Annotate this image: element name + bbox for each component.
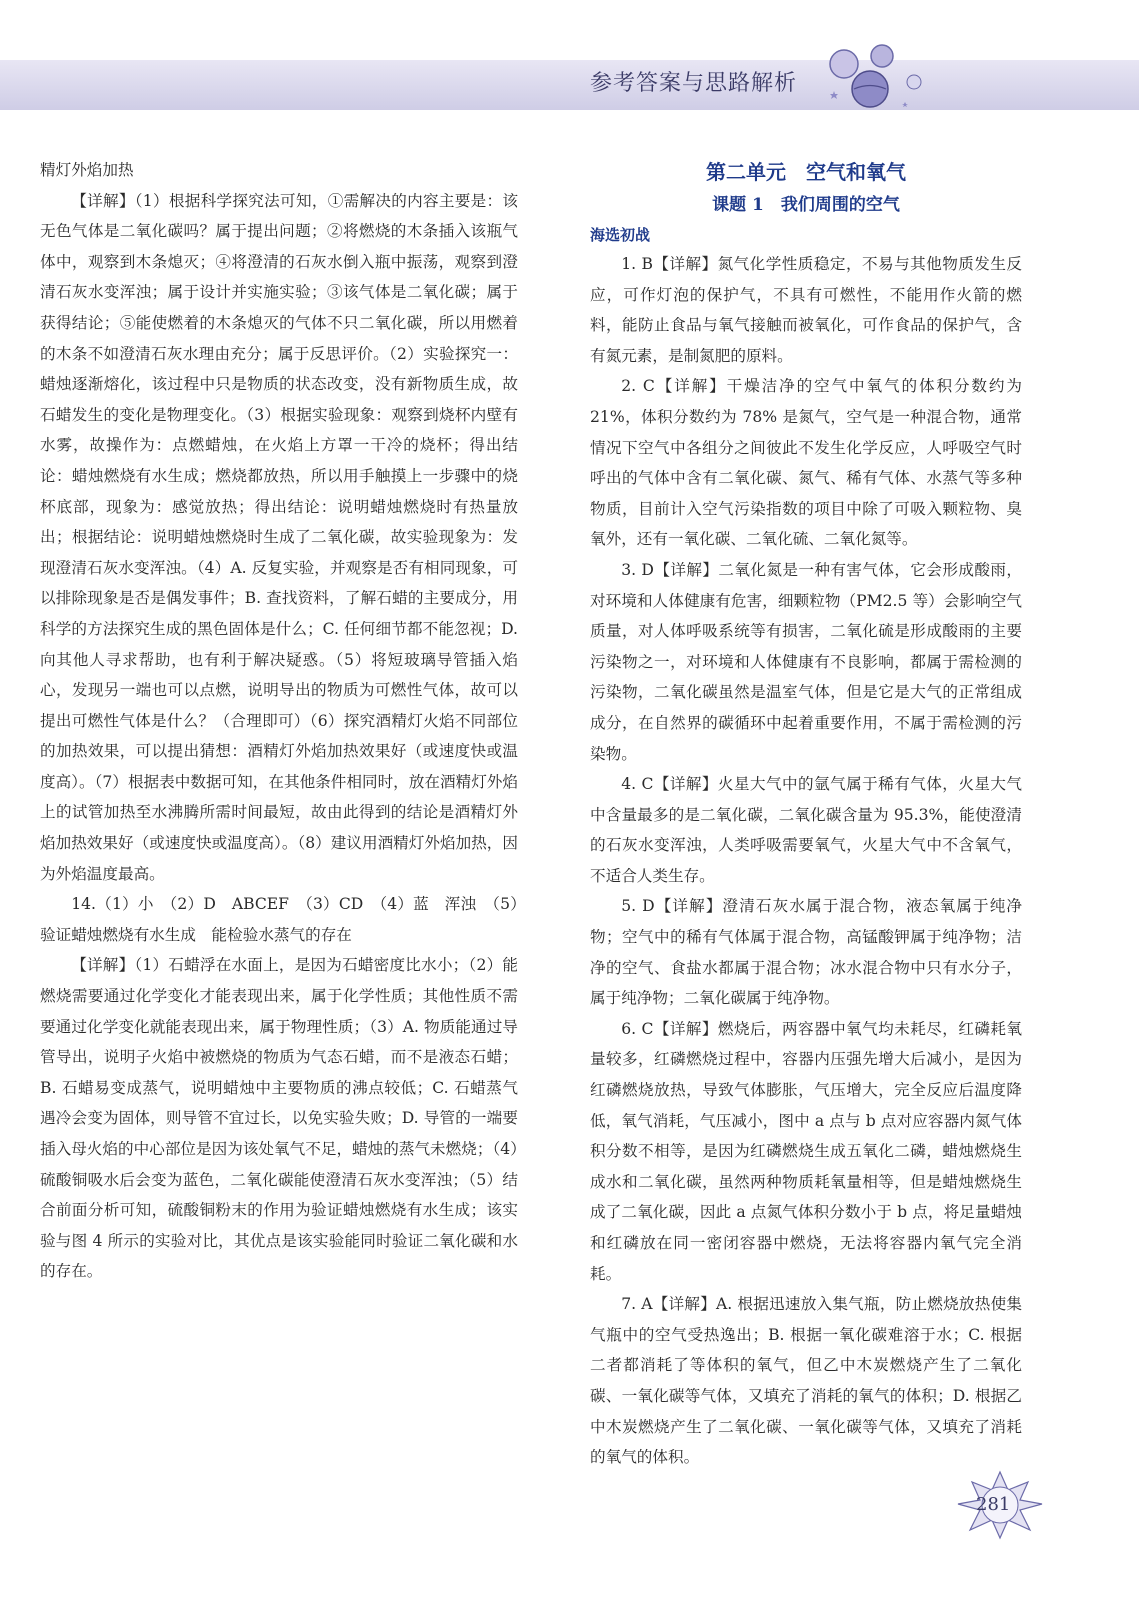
page-number: 281: [976, 1494, 1011, 1515]
header-title: 参考答案与思路解析: [590, 71, 798, 96]
planets-decoration-icon: [822, 34, 942, 114]
right-column: [590, 155, 1022, 1473]
answer-item: 1. B【详解】氮气化学性质稳定，不易与其他物质发生反应，可作灯泡的保护气，不具有可燃性，不能用作火箭的燃料，能防止食品与氧气接触而被氧化，可作食品的保护气，含有氮元素，是制氮肥的原料。: [590, 255, 1022, 365]
left-paragraph: 精灯外焰加热: [40, 161, 134, 179]
left-paragraph: 【详解】（1）根据科学探究法可知，①需解决的内容主要是：该无色气体是二氧化碳吗？属于提出问题；②将燃烧的木条插入该瓶气体中，观察到木条熄灭；④将澄清的石灰水倒入瓶中振荡，观察到澄清石灰水变浑浊；属于设计并实施实验；③该气体是二氧化碳；属于获得结论；⑤能使燃着的木条熄灭的气体不只二氧化碳，所以用燃着的木条不如澄清石灰水理由充分；属于反思评价。（2）实验探究一：蜡烛逐渐熔化，该过程中只是物质的状态改变，没有新物质生成，故石蜡发生的变化是物理变化。（3）根据实验现象：观察到烧杯内壁有水雾，故操作为：点燃蜡烛，在火焰上方罩一干冷的烧杯；得出结论：蜡烛燃烧有水生成；燃烧都放热，所以用手触摸上一步骤中的烧杯底部，现象为：感觉放热；得出结论：说明蜡烛燃烧时有热量放出；根据结论：说明蜡烛燃烧时生成了二氧化碳，故实验现象为：发现澄清石灰水变浑浊。（4）A. 反复实验，并观察是否有相同现象，可以排除现象是否是偶发事件；B. 查找资料，了解石蜡的主要成分，用科学的方法探究生成的黑色固体是什么；C. 任何细节都不能忽视；D. 向其他人寻求帮助，也有利于解决疑惑。（5）将短玻璃导管插入焰心，发现另一端也可以点燃，说明导出的物质为可燃性气体，故可以提出可燃性气体是什么？（合理即可）（6）探究酒精灯火焰不同部位的加热效果，可以提出猜想：酒精灯外焰加热效果好（或速度快或温度高）。（7）根据表中数据可知，在其他条件相同时，放在酒精灯外焰上的试管加热至水沸腾所需时间最短，故由此得到的结论是酒精灯外焰加热效果好（或速度快或温度高）。（8）建议用酒精灯外焰加热，因为外焰温度最高。: [40, 191, 518, 883]
section-label: 海选初战: [590, 226, 651, 244]
page-number-badge: [950, 1470, 1050, 1540]
answer-item: 4. C【详解】火星大气中的氩气属于稀有气体，火星大气中含量最多的是二氧化碳，二氧化碳含量为 95.3%，能使澄清的石灰水变浑浊，人类呼吸需要氧气，火星大气中不含氧气，不适合人类生存。: [590, 775, 1022, 885]
answer-item: 3. D【详解】二氧化氮是一种有害气体，它会形成酸雨，对环境和人体健康有危害，细颗粒物（PM2.5 等）会影响空气质量，对人体呼吸系统等有损害，二氧化硫是形成酸雨的主要污染物之一，对环境和人体健康有不良影响，都属于需检测的污染物，二氧化碳虽然是温室气体，但是它是大气的正常组成成分，在自然界的碳循环中起着重要作用，不属于需检测的污染物。: [590, 560, 1022, 763]
left-paragraph: 【详解】（1）石蜡浮在水面上，是因为石蜡密度比水小；（2）能燃烧需要通过化学变化才能表现出来，属于化学性质；其他性质不需要通过化学变化就能表现出来，属于物理性质；（3）A. 物质能通过导管导出，说明子火焰中被燃烧的物质为气态石蜡，而不是液态石蜡；B. 石蜡易变成蒸气，说明蜡烛中主要物质的沸点较低；C. 石蜡蒸气遇冷会变为固体，则导管不宜过长，以免实验失败；D. 导管的一端要插入母火焰的中心部位是因为该处氧气不足，蜡烛的蒸气未燃烧；（4）硫酸铜吸水后会变为蓝色，二氧化碳能使澄清石灰水变浑浊；（5）结合前面分析可知，硫酸铜粉末的作用为验证蜡烛燃烧有水生成；该实验与图 4 所示的实验对比，其优点是该实验能同时验证二氧化碳和水的存在。: [40, 956, 518, 1281]
answer-item: 7. A【详解】A. 根据迅速放入集气瓶，防止燃烧放热使集气瓶中的空气受热逸出；B. 根据一氧化碳难溶于水；C. 根据二者都消耗了等体积的氧气，但乙中木炭燃烧产生了二氧化碳、一氧化碳等气体，又填充了消耗的氧气的体积；D. 根据乙中木炭燃烧产生了二氧化碳、一氧化碳等气体，又填充了消耗的氧气的体积。: [590, 1295, 1022, 1467]
left-column: [40, 155, 518, 1287]
header-band: [0, 60, 1139, 110]
left-paragraph: 14.（1）小 （2）D ABCEF （3）CD （4）蓝 浑浊 （5）验证蜡烛燃烧有水生成 能检验水蒸气的存在: [40, 895, 518, 944]
answer-item: 2. C【详解】干燥洁净的空气中氧气的体积分数约为 21%，体积分数约为 78% 是氮气，空气是一种混合物，通常情况下空气中各组分之间彼此不发生化学反应，人呼吸空气时呼出的气体中含有二氧化碳、氮气、稀有气体、水蒸气等多种物质，目前计入空气污染指数的项目中除了可吸入颗粒物、臭氧外，还有一氧化碳、二氧化硫、二氧化氮等。: [590, 377, 1022, 549]
answer-item: 6. C【详解】燃烧后，两容器中氧气均未耗尽，红磷耗氧量较多，红磷燃烧过程中，容器内压强先增大后减小，是因为红磷燃烧放热，导致气体膨胀，气压增大，完全反应后温度降低，氧气消耗，气压减小，图中 a 点与 b 点对应容器内氮气体积分数不相等，是因为红磷燃烧生成五氧化二磷，蜡烛燃烧生成水和二氧化碳，虽然两种物质耗氧量相等，但是蜡烛燃烧生成了二氧化碳，因此 a 点氮气体积分数小于 b 点，将足量蜡烛和红磷放在同一密闭容器中燃烧，无法将容器内氧气完全消耗。: [590, 1019, 1022, 1283]
answer-item: 5. D【详解】澄清石灰水属于混合物，液态氧属于纯净物；空气中的稀有气体属于混合物，高锰酸钾属于纯净物；洁净的空气、食盐水都属于混合物；冰水混合物中只有水分子，属于纯净物；二氧化碳属于纯净物。: [590, 897, 1022, 1008]
lesson-title: 课题 1 我们周围的空气: [712, 195, 900, 215]
unit-title: 第二单元 空气和氧气: [706, 160, 906, 184]
